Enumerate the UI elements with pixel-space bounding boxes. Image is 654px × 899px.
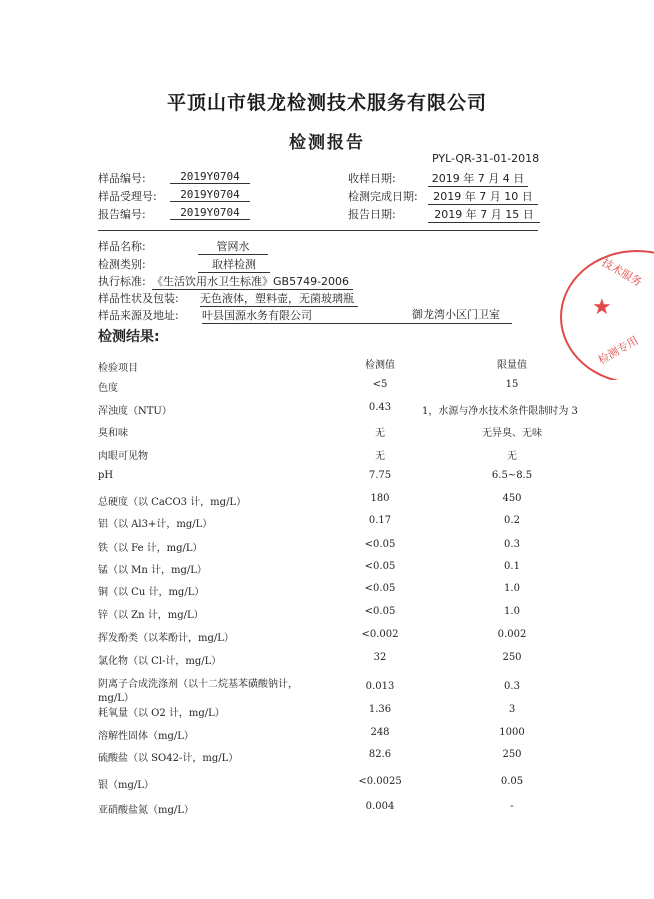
seal-star-icon: ★ <box>592 295 612 320</box>
report-title: 检测报告 <box>289 133 365 153</box>
table-row-limit: 250 <box>502 749 522 760</box>
table-row-value: 无 <box>375 428 385 439</box>
table-row-value: 248 <box>370 727 390 738</box>
table-row-value: <0.05 <box>364 539 396 550</box>
receive-date-value: 2019 年 7 月 4 日 <box>428 170 528 187</box>
divider <box>98 230 538 231</box>
table-row-limit: 无异臭、无味 <box>482 428 542 439</box>
table-row-item: 锰（以 Mn 计，mg/L） <box>98 565 207 576</box>
report-no-label: 报告编号: <box>98 208 146 221</box>
seal-text-top: 技术服务 <box>599 255 645 290</box>
table-row-value: 0.004 <box>365 801 395 812</box>
receive-date-label: 收样日期: <box>348 172 396 185</box>
table-row-item: 浑浊度（NTU） <box>98 406 172 417</box>
table-row-item: 锌（以 Zn 计，mg/L） <box>98 610 204 621</box>
table-row-limit: 0.3 <box>504 539 520 550</box>
table-row-item: 溶解性固体（mg/L） <box>98 731 194 742</box>
table-row-limit: 3 <box>508 704 516 715</box>
finish-date-value: 2019 年 7 月 10 日 <box>428 188 538 205</box>
table-row-limit: 1.0 <box>504 583 520 594</box>
table-row-limit: 450 <box>502 493 522 504</box>
report-no-value: 2019Y0704 <box>170 206 250 220</box>
report-date-label: 报告日期: <box>348 208 396 221</box>
table-row-item: pH <box>98 470 114 481</box>
column-header-limit: 限量值 <box>497 360 527 371</box>
table-row-item: 臭和味 <box>98 428 128 439</box>
sample-no-value: 2019Y0704 <box>170 170 250 184</box>
finish-date-label: 检测完成日期: <box>348 190 418 203</box>
table-row-item: 亚硝酸盐氮（mg/L） <box>98 805 194 816</box>
document-code: PYL-QR-31-01-2018 <box>432 152 540 165</box>
table-row-limit: 0.1 <box>504 561 520 572</box>
accept-no-value: 2019Y0704 <box>170 188 250 202</box>
company-name: 平顶山市银龙检测技术服务有限公司 <box>166 92 487 114</box>
table-row-item: 肉眼可见物 <box>98 451 148 462</box>
table-row-value: <0.0025 <box>358 776 402 787</box>
column-header-item: 检验项目 <box>98 363 138 374</box>
table-row-value: 0.17 <box>368 515 392 526</box>
table-row-limit: 0.05 <box>500 776 524 787</box>
table-row-limit: - <box>510 801 514 812</box>
table-row-limit: 无 <box>507 451 517 462</box>
table-row-value: 82.6 <box>368 749 392 760</box>
table-row-limit: 1，水源与净水技术条件限制时为 3 <box>422 406 578 417</box>
category-value: 取样检测 <box>198 256 270 273</box>
table-row-value: 32 <box>373 652 387 663</box>
table-row-item: 阴离子合成洗涤剂（以十二烷基苯磺酸钠计， <box>98 679 298 690</box>
table-row-item: 铁（以 Fe 计，mg/L） <box>98 543 203 554</box>
results-heading: 检测结果: <box>98 329 160 345</box>
table-row-item: 挥发酚类（以苯酚计，mg/L） <box>98 633 234 644</box>
standard-label: 执行标准: <box>98 275 146 288</box>
table-row-value: 180 <box>370 493 390 504</box>
category-label: 检测类别: <box>98 258 146 271</box>
sample-no-label: 样品编号: <box>98 172 146 185</box>
table-row-value: <0.05 <box>364 561 396 572</box>
seal-text-side: 检测专用 <box>595 333 641 368</box>
table-row-value: <0.05 <box>364 583 396 594</box>
table-row-limit: 6.5~8.5 <box>491 470 533 481</box>
table-row-value: 0.013 <box>365 681 395 692</box>
table-row-item: 硫酸盐（以 SO42-计，mg/L） <box>98 753 239 764</box>
table-row-value: 1.36 <box>368 704 392 715</box>
table-row-limit: 1000 <box>499 727 525 738</box>
table-row-value: 无 <box>375 451 385 462</box>
condition-value: 无色液体，塑料壶，无菌玻璃瓶 <box>200 290 358 307</box>
table-row-value: <0.05 <box>364 606 396 617</box>
address-value: 御龙湾小区门卫室 <box>412 308 500 321</box>
table-row-item: 铝（以 Al3+计，mg/L） <box>98 519 213 530</box>
table-row-item: 总硬度（以 CaCO3 计，mg/L） <box>98 497 247 508</box>
table-row-value: 7.75 <box>368 470 392 481</box>
column-header-value: 检测值 <box>365 360 395 371</box>
sample-name-label: 样品名称: <box>98 240 146 253</box>
source-value: 叶县国源水务有限公司 <box>202 307 512 324</box>
condition-label: 样品性状及包装: <box>98 292 179 305</box>
table-row-limit: 1.0 <box>504 606 520 617</box>
accept-no-label: 样品受理号: <box>98 190 157 203</box>
table-row-limit: 250 <box>502 652 522 663</box>
sample-name-value: 管网水 <box>198 238 268 255</box>
table-row-limit: 0.2 <box>504 515 520 526</box>
table-row-item: 色度 <box>98 383 118 394</box>
table-row-limit: 15 <box>505 379 519 390</box>
table-row-value: 0.43 <box>368 402 392 413</box>
source-label: 样品来源及地址: <box>98 309 179 322</box>
standard-value: 《生活饮用水卫生标准》GB5749-2006 <box>152 273 353 290</box>
report-date-value: 2019 年 7 月 15 日 <box>428 206 540 223</box>
official-seal <box>560 250 654 380</box>
table-row-limit: 0.002 <box>497 629 527 640</box>
table-row-limit: 0.3 <box>504 681 520 692</box>
table-row-value: <0.002 <box>361 629 399 640</box>
table-row-value: <5 <box>372 379 388 390</box>
table-row-item-cont: mg/L） <box>98 693 134 704</box>
table-row-item: 氯化物（以 Cl-计，mg/L） <box>98 656 222 667</box>
table-row-item: 银（mg/L） <box>98 780 154 791</box>
table-row-item: 耗氧量（以 O2 计，mg/L） <box>98 708 225 719</box>
table-row-item: 铜（以 Cu 计，mg/L） <box>98 587 205 598</box>
